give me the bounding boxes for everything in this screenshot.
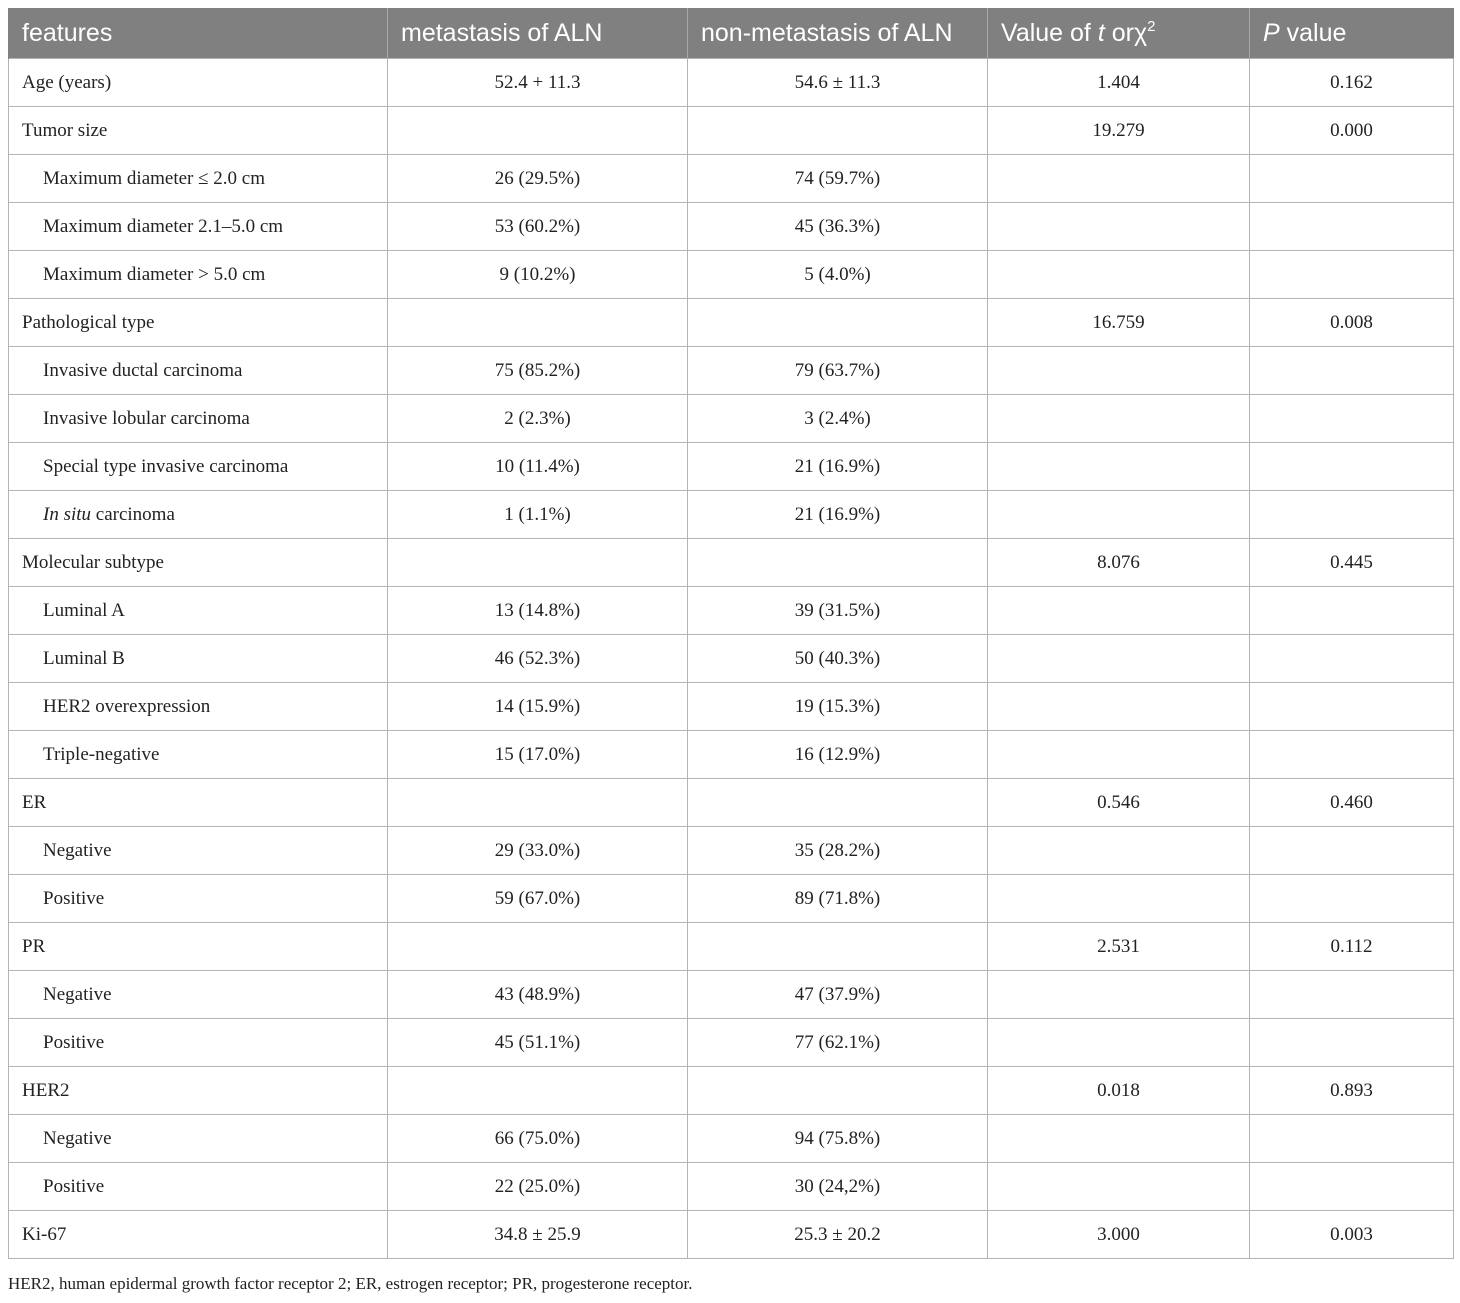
table-row	[9, 347, 1454, 395]
data-table-container	[8, 8, 1453, 1259]
table-row	[9, 1067, 1454, 1115]
cell-p-value	[1250, 155, 1454, 203]
row-feature-label	[9, 155, 388, 203]
row-feature-label-text: Luminal B	[43, 647, 125, 669]
cell-metastasis: 43 (48.9%)	[388, 971, 688, 1019]
table-row	[9, 59, 1454, 107]
table-row	[9, 1163, 1454, 1211]
table-row	[9, 923, 1454, 971]
row-feature-label	[9, 347, 388, 395]
cell-p-value	[1250, 587, 1454, 635]
cell-metastasis: 1 (1.1%)	[388, 491, 688, 539]
table-row	[9, 251, 1454, 299]
table-row	[9, 107, 1454, 155]
cell-metastasis: 22 (25.0%)	[388, 1163, 688, 1211]
row-feature-label	[9, 203, 388, 251]
header-test-t: t	[1097, 18, 1105, 47]
cell-p-value	[1250, 1019, 1454, 1067]
cell-test-statistic: 1.404	[988, 59, 1250, 107]
table-row	[9, 1211, 1454, 1259]
table-row	[9, 491, 1454, 539]
table-row	[9, 587, 1454, 635]
row-feature-label	[9, 443, 388, 491]
table-footnote: HER2, human epidermal growth factor receptor 2; ER, estrogen receptor; PR, progesterone receptor.	[8, 1274, 693, 1293]
cell-non-metastasis: 94 (75.8%)	[688, 1115, 988, 1163]
cell-metastasis: 46 (52.3%)	[388, 635, 688, 683]
row-feature-label-text: Ki-67	[22, 1223, 67, 1245]
cell-non-metastasis: 89 (71.8%)	[688, 875, 988, 923]
cell-test-statistic	[988, 203, 1250, 251]
table-row	[9, 539, 1454, 587]
header-test-or: or	[1104, 18, 1134, 47]
cell-metastasis: 14 (15.9%)	[388, 683, 688, 731]
cell-p-value: 0.003	[1250, 1211, 1454, 1259]
cell-metastasis	[388, 107, 688, 155]
cell-non-metastasis: 30 (24,2%)	[688, 1163, 988, 1211]
row-feature-label-text: Luminal A	[43, 599, 125, 621]
row-feature-label	[9, 1115, 388, 1163]
cell-non-metastasis: 25.3 ± 20.2	[688, 1211, 988, 1259]
cell-non-metastasis: 35 (28.2%)	[688, 827, 988, 875]
cell-non-metastasis	[688, 107, 988, 155]
cell-metastasis: 52.4 + 11.3	[388, 59, 688, 107]
header-p-value	[1250, 8, 1454, 59]
row-feature-label	[9, 635, 388, 683]
cell-metastasis: 34.8 ± 25.9	[388, 1211, 688, 1259]
row-feature-label-text: Positive	[43, 1031, 105, 1053]
header-metastasis: metastasis of ALN	[388, 8, 688, 59]
cell-non-metastasis	[688, 539, 988, 587]
cell-test-statistic	[988, 635, 1250, 683]
cell-test-statistic: 0.546	[988, 779, 1250, 827]
features-comparison-table	[8, 8, 1454, 1259]
row-feature-label	[9, 971, 388, 1019]
cell-test-statistic: 19.279	[988, 107, 1250, 155]
cell-test-statistic	[988, 155, 1250, 203]
row-feature-label	[9, 827, 388, 875]
row-feature-label-text: Molecular subtype	[22, 551, 164, 573]
cell-metastasis: 75 (85.2%)	[388, 347, 688, 395]
cell-metastasis	[388, 779, 688, 827]
header-test-superscript: 2	[1147, 17, 1156, 35]
cell-p-value	[1250, 1163, 1454, 1211]
table-row	[9, 971, 1454, 1019]
row-feature-label-text: Special type invasive carcinoma	[43, 455, 289, 477]
table-row	[9, 155, 1454, 203]
row-feature-label	[9, 683, 388, 731]
header-test-prefix: Value of	[1001, 18, 1098, 47]
row-feature-label-text: Positive	[43, 887, 105, 909]
cell-non-metastasis: 39 (31.5%)	[688, 587, 988, 635]
table-row	[9, 731, 1454, 779]
cell-p-value	[1250, 443, 1454, 491]
table-row	[9, 299, 1454, 347]
cell-p-value: 0.008	[1250, 299, 1454, 347]
row-feature-label	[9, 923, 388, 971]
row-feature-label-text: HER2 overexpression	[43, 695, 211, 717]
row-feature-label-text: Maximum diameter ≤ 2.0 cm	[43, 167, 266, 189]
cell-p-value: 0.445	[1250, 539, 1454, 587]
cell-test-statistic	[988, 443, 1250, 491]
cell-non-metastasis	[688, 923, 988, 971]
row-feature-label	[9, 1163, 388, 1211]
cell-metastasis	[388, 1067, 688, 1115]
cell-test-statistic	[988, 971, 1250, 1019]
cell-test-statistic: 0.018	[988, 1067, 1250, 1115]
cell-metastasis	[388, 539, 688, 587]
row-feature-label	[9, 1211, 388, 1259]
cell-non-metastasis: 3 (2.4%)	[688, 395, 988, 443]
header-test-statistic	[988, 8, 1250, 59]
cell-test-statistic: 2.531	[988, 923, 1250, 971]
cell-non-metastasis: 45 (36.3%)	[688, 203, 988, 251]
row-feature-label	[9, 875, 388, 923]
table-row	[9, 635, 1454, 683]
row-feature-label-text: Negative	[43, 1127, 112, 1149]
row-feature-label-text: Negative	[43, 839, 112, 861]
row-feature-label	[9, 59, 388, 107]
table-row	[9, 683, 1454, 731]
cell-metastasis	[388, 923, 688, 971]
cell-metastasis: 53 (60.2%)	[388, 203, 688, 251]
table-row	[9, 827, 1454, 875]
row-feature-label	[9, 539, 388, 587]
cell-test-statistic	[988, 827, 1250, 875]
row-feature-label-text: Pathological type	[22, 311, 155, 333]
cell-non-metastasis: 19 (15.3%)	[688, 683, 988, 731]
table-row	[9, 203, 1454, 251]
cell-test-statistic	[988, 731, 1250, 779]
cell-non-metastasis: 21 (16.9%)	[688, 491, 988, 539]
cell-metastasis: 26 (29.5%)	[388, 155, 688, 203]
cell-test-statistic	[988, 491, 1250, 539]
row-feature-label	[9, 1067, 388, 1115]
cell-p-value	[1250, 347, 1454, 395]
row-feature-label-text: ER	[22, 791, 47, 813]
cell-p-value: 0.000	[1250, 107, 1454, 155]
header-p-italic: P	[1263, 18, 1280, 47]
cell-non-metastasis: 16 (12.9%)	[688, 731, 988, 779]
cell-test-statistic	[988, 1115, 1250, 1163]
cell-metastasis: 59 (67.0%)	[388, 875, 688, 923]
table-row	[9, 875, 1454, 923]
header-features: features	[9, 8, 388, 59]
table-header-row	[9, 8, 1454, 59]
cell-test-statistic: 16.759	[988, 299, 1250, 347]
row-feature-label-text: Negative	[43, 983, 112, 1005]
header-p-rest: value	[1279, 18, 1347, 47]
cell-test-statistic	[988, 1019, 1250, 1067]
row-feature-label	[9, 395, 388, 443]
row-feature-label-italic: In situ	[43, 503, 92, 525]
cell-metastasis: 2 (2.3%)	[388, 395, 688, 443]
table-row	[9, 1115, 1454, 1163]
cell-metastasis: 66 (75.0%)	[388, 1115, 688, 1163]
row-feature-label-text: Positive	[43, 1175, 105, 1197]
cell-p-value: 0.893	[1250, 1067, 1454, 1115]
row-feature-label-text: PR	[22, 935, 46, 957]
cell-test-statistic	[988, 587, 1250, 635]
row-feature-label	[9, 587, 388, 635]
row-feature-label-text: Maximum diameter > 5.0 cm	[43, 263, 266, 285]
cell-p-value: 0.112	[1250, 923, 1454, 971]
table-row	[9, 779, 1454, 827]
cell-p-value	[1250, 875, 1454, 923]
row-feature-label-text: carcinoma	[91, 503, 175, 525]
cell-metastasis: 9 (10.2%)	[388, 251, 688, 299]
cell-test-statistic	[988, 347, 1250, 395]
cell-non-metastasis	[688, 779, 988, 827]
cell-p-value	[1250, 683, 1454, 731]
cell-non-metastasis: 50 (40.3%)	[688, 635, 988, 683]
row-feature-label-text: HER2	[22, 1079, 70, 1101]
cell-non-metastasis: 47 (37.9%)	[688, 971, 988, 1019]
cell-p-value	[1250, 251, 1454, 299]
header-test-chi: χ	[1133, 18, 1148, 47]
cell-p-value	[1250, 731, 1454, 779]
cell-test-statistic: 8.076	[988, 539, 1250, 587]
cell-test-statistic: 3.000	[988, 1211, 1250, 1259]
row-feature-label-text: Invasive lobular carcinoma	[43, 407, 250, 429]
cell-non-metastasis: 5 (4.0%)	[688, 251, 988, 299]
row-feature-label-text: Maximum diameter 2.1–5.0 cm	[43, 215, 284, 237]
cell-p-value	[1250, 635, 1454, 683]
cell-p-value	[1250, 827, 1454, 875]
cell-p-value: 0.162	[1250, 59, 1454, 107]
cell-metastasis: 29 (33.0%)	[388, 827, 688, 875]
cell-non-metastasis	[688, 1067, 988, 1115]
row-feature-label-text: Tumor size	[22, 119, 108, 141]
cell-metastasis: 15 (17.0%)	[388, 731, 688, 779]
cell-p-value	[1250, 491, 1454, 539]
cell-p-value	[1250, 1115, 1454, 1163]
cell-non-metastasis: 54.6 ± 11.3	[688, 59, 988, 107]
cell-p-value: 0.460	[1250, 779, 1454, 827]
table-row	[9, 395, 1454, 443]
cell-p-value	[1250, 971, 1454, 1019]
cell-metastasis	[388, 299, 688, 347]
table-body	[9, 59, 1454, 1259]
header-non-metastasis: non-metastasis of ALN	[688, 8, 988, 59]
cell-non-metastasis: 77 (62.1%)	[688, 1019, 988, 1067]
cell-test-statistic	[988, 875, 1250, 923]
cell-p-value	[1250, 203, 1454, 251]
cell-metastasis: 45 (51.1%)	[388, 1019, 688, 1067]
row-feature-label-text: Triple-negative	[43, 743, 160, 765]
cell-test-statistic	[988, 251, 1250, 299]
row-feature-label-text: Invasive ductal carcinoma	[43, 359, 243, 381]
cell-non-metastasis	[688, 299, 988, 347]
cell-metastasis: 13 (14.8%)	[388, 587, 688, 635]
row-feature-label	[9, 779, 388, 827]
row-feature-label	[9, 491, 388, 539]
cell-test-statistic	[988, 683, 1250, 731]
row-feature-label	[9, 299, 388, 347]
cell-non-metastasis: 21 (16.9%)	[688, 443, 988, 491]
table-row	[9, 443, 1454, 491]
row-feature-label	[9, 731, 388, 779]
cell-test-statistic	[988, 395, 1250, 443]
cell-test-statistic	[988, 1163, 1250, 1211]
row-feature-label-text: Age (years)	[22, 71, 112, 93]
row-feature-label	[9, 251, 388, 299]
cell-non-metastasis: 74 (59.7%)	[688, 155, 988, 203]
row-feature-label	[9, 1019, 388, 1067]
cell-metastasis: 10 (11.4%)	[388, 443, 688, 491]
row-feature-label	[9, 107, 388, 155]
cell-non-metastasis: 79 (63.7%)	[688, 347, 988, 395]
cell-p-value	[1250, 395, 1454, 443]
table-row	[9, 1019, 1454, 1067]
